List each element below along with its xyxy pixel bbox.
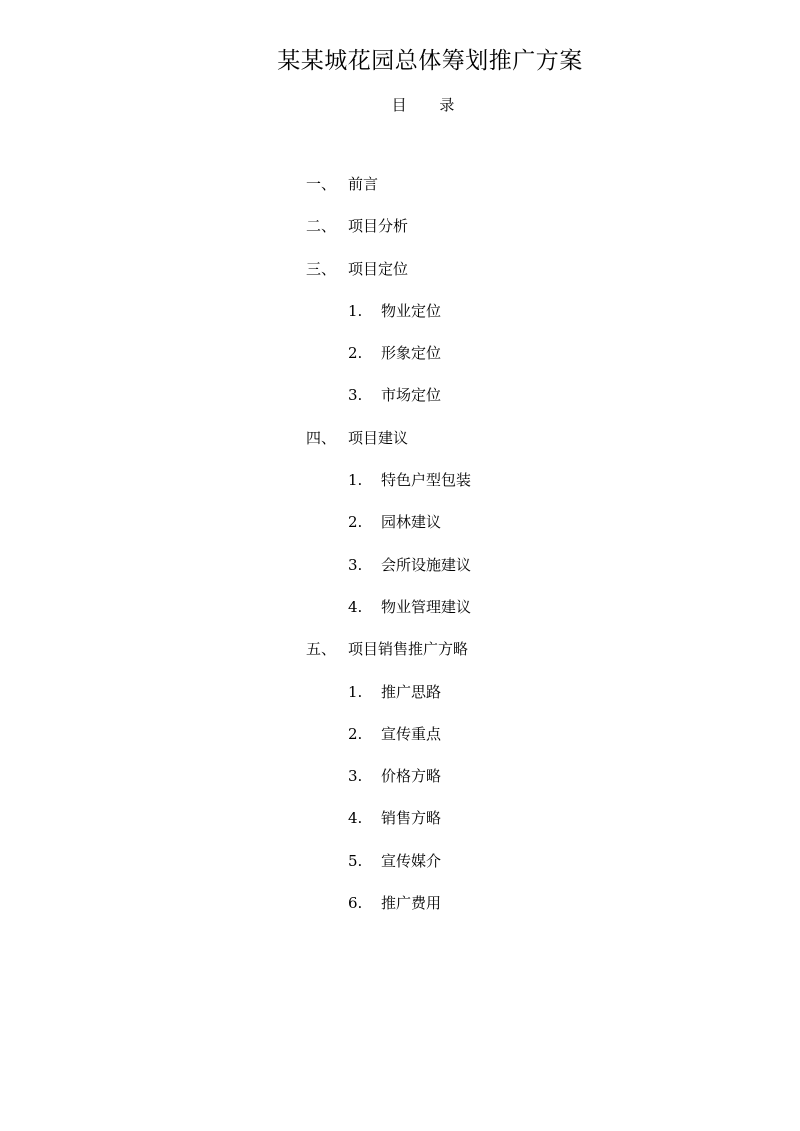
toc-item-sales-promotion-strategy: [0, 638, 800, 680]
toc-subitem-publicity-focus: [0, 723, 800, 765]
toc-item-number: 五、: [306, 640, 337, 659]
toc-item-label: 会所设施建议: [381, 555, 472, 574]
toc-subitem-publicity-media: [0, 850, 800, 892]
toc-item-number: 3.: [348, 555, 363, 574]
document-title: 某某城花园总体筹划推广方案: [277, 48, 583, 74]
toc-item-number: 4.: [348, 597, 363, 616]
toc-item-label: 价格方略: [381, 767, 442, 786]
toc-item-number: 1.: [348, 682, 363, 701]
toc-item-label: 特色户型包装: [381, 471, 472, 490]
toc-item-label: 形象定位: [381, 344, 442, 363]
toc-item-number: 5.: [348, 851, 363, 870]
toc-item-project-positioning: [0, 258, 800, 300]
toc-item-number: 4.: [348, 809, 363, 828]
toc-item-label: 推广费用: [381, 894, 442, 913]
toc-item-label: 园林建议: [381, 513, 442, 532]
toc-item-label: 推广思路: [381, 682, 442, 701]
toc-item-label: 项目建议: [348, 428, 409, 447]
toc-item-number: 三、: [306, 259, 337, 278]
toc-item-label: 项目分析: [348, 217, 409, 236]
toc-item-number: 2.: [348, 724, 363, 743]
table-of-contents: [0, 173, 800, 934]
toc-item-number: 3.: [348, 386, 363, 405]
toc-item-number: 1.: [348, 301, 363, 320]
toc-item-label: 物业定位: [381, 301, 442, 320]
toc-subitem-sales-strategy: [0, 807, 800, 849]
toc-item-label: 项目销售推广方略: [348, 640, 469, 659]
toc-item-number: 二、: [306, 217, 337, 236]
toc-item-number: 一、: [306, 175, 337, 193]
toc-item-preface: [0, 173, 800, 215]
toc-item-label: 宣传重点: [381, 724, 442, 743]
toc-item-label: 销售方略: [381, 809, 442, 828]
toc-subitem-market-positioning: [0, 384, 800, 426]
toc-subitem-landscape-suggestions: [0, 511, 800, 553]
toc-item-number: 1.: [348, 471, 363, 490]
toc-item-label: 市场定位: [381, 386, 442, 405]
toc-item-project-analysis: [0, 215, 800, 257]
toc-item-number: 四、: [306, 428, 337, 447]
toc-subitem-promotion-cost: [0, 892, 800, 934]
toc-item-number: 6.: [348, 894, 363, 913]
toc-subitem-pricing-strategy: [0, 765, 800, 807]
toc-item-project-suggestions: [0, 427, 800, 469]
toc-subitem-property-positioning: [0, 300, 800, 342]
toc-item-label: 宣传媒介: [381, 851, 442, 870]
toc-item-label: 物业管理建议: [381, 597, 472, 616]
toc-item-number: 3.: [348, 767, 363, 786]
toc-item-label: 前言: [348, 175, 379, 193]
toc-item-number: 2.: [348, 513, 363, 532]
toc-subitem-promotion-approach: [0, 681, 800, 723]
toc-subitem-unit-packaging: [0, 469, 800, 511]
toc-item-number: 2.: [348, 344, 363, 363]
toc-item-label: 项目定位: [348, 259, 409, 278]
toc-subitem-image-positioning: [0, 342, 800, 384]
toc-subitem-clubhouse-suggestions: [0, 554, 800, 596]
toc-heading: 目 录: [391, 96, 469, 114]
toc-subitem-property-management-suggestions: [0, 596, 800, 638]
